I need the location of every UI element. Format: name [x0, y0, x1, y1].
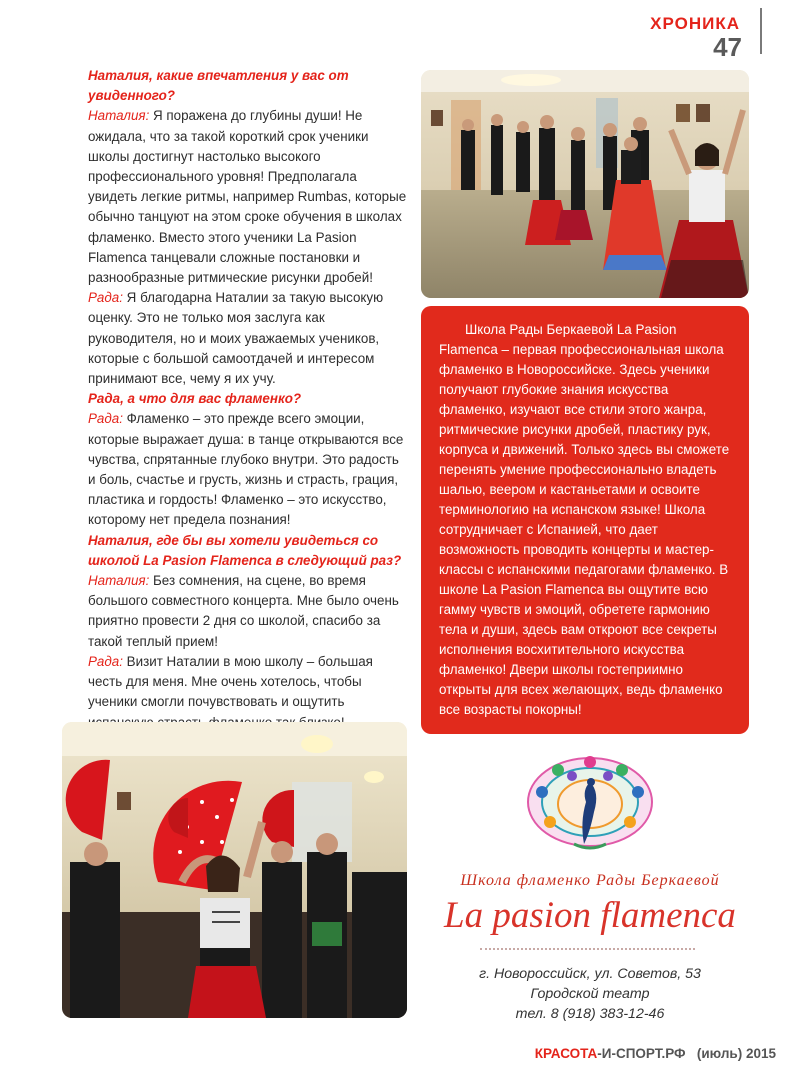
interview-answer: Наталия: Я поражена до глубины души! Не ожидала, что за такой короткий срок ученики школы достигнут настолько высокого профессионального уровня! Предполагала увидеть легкие ритмы, например Rumbas, которые обычно танцуют на этом сроке обучения в школах фламенко. Вместо этого ученики La Pasion Flamenca танцевали сложные постановки и разнообразные ритмические рисунки дробей!: [88, 108, 407, 286]
dotted-divider: [480, 948, 695, 950]
school-subtitle: Школа фламенко Рады Беркаевой: [460, 872, 720, 889]
interview-column: [88, 66, 408, 733]
promo-text: Школа Рады Беркаевой La Pasion Flamenca – первая профессиональная школа фламенко в Новороссийске. Здесь ученики получают глубокие знания искусства фламенко, изучают все стили этого жанра, ритмические рисунки дробей, пластику рук, корпуса и движений. Только здесь вы сможете перенять умение профессионально владеть шалью, веером и кастаньетами и освоите терминологию на испанском языке! Школа сотрудничает с Испанией, что дает возможность проводить концерты и мастер-классы с испанскими педагогами фламенко. В школе La Pasion Flamenca вы ощутите всю гамму чувств и эмоций, обретете гармонию тела и души, здесь вам откроют все секреты исполнения восхитительного искусства фламенко! Двери школы гостеприимно открыты для всех желающих, ведь фламенко все возрасты покорны!: [439, 322, 730, 717]
venue: Городской театр: [530, 986, 650, 1002]
dance-class-photo: [421, 70, 749, 298]
header-divider: [760, 8, 762, 54]
site-name-rest: -И-СПОРТ.РФ: [597, 1046, 686, 1061]
interview-answer: Наталия: Без сомнения, на сцене, во время большого совместного концерта. Мне было очень приятно провести 2 дня со школой, спасибо за такой теплый прием!: [88, 573, 399, 649]
school-promo-box: [421, 306, 749, 734]
interview-question: Наталия, какие впечатления у вас от увиденного?: [88, 68, 349, 104]
phone: тел. 8 (918) 383-12-46: [515, 1006, 665, 1022]
interview-question: Рада, а что для вас фламенко?: [88, 391, 302, 407]
interview-answer: Рада: Фламенко – это прежде всего эмоции, которые выражает душа: в танце открываются все чувства, спрятанные глубоко внутри. Это радость и боль, счастье и грусть, жизнь и страсть, грация, пластика и гордость! Фламенко – это искусство, которому нет предела познания!: [88, 411, 404, 528]
contact-block: [430, 964, 750, 1024]
interview-question: Наталия, где бы вы хотели увидеться со школой La Pasion Flamenca в следующий раз?: [88, 532, 402, 568]
peacock-logo-icon: [520, 752, 660, 862]
brand-logo-text: La pasion flamenca: [444, 895, 736, 936]
footer: [500, 1046, 776, 1061]
interview-answer: Рада: Я благодарна Наталии за такую высокую оценку. Это не только моя заслуга как руководителя, но и моих уважаемых учеников, которые с большой самоотдачей и интересом принимают все, чему я их учу.: [88, 290, 384, 387]
site-name-accent: КРАСОТА: [534, 1046, 598, 1061]
fan-dance-photo: [62, 722, 407, 1018]
section-title: ХРОНИКА: [650, 14, 740, 33]
interview-answer: Рада: Визит Наталии в мою школу – большая честь для меня. Мне очень хотелось, чтобы ученики смогли почувствовать и ощутить: [88, 653, 373, 710]
page-number: 47: [713, 32, 742, 62]
issue-date: (июль) 2015: [696, 1046, 776, 1061]
address: г. Новороссийск, ул. Советов, 53: [479, 966, 701, 982]
